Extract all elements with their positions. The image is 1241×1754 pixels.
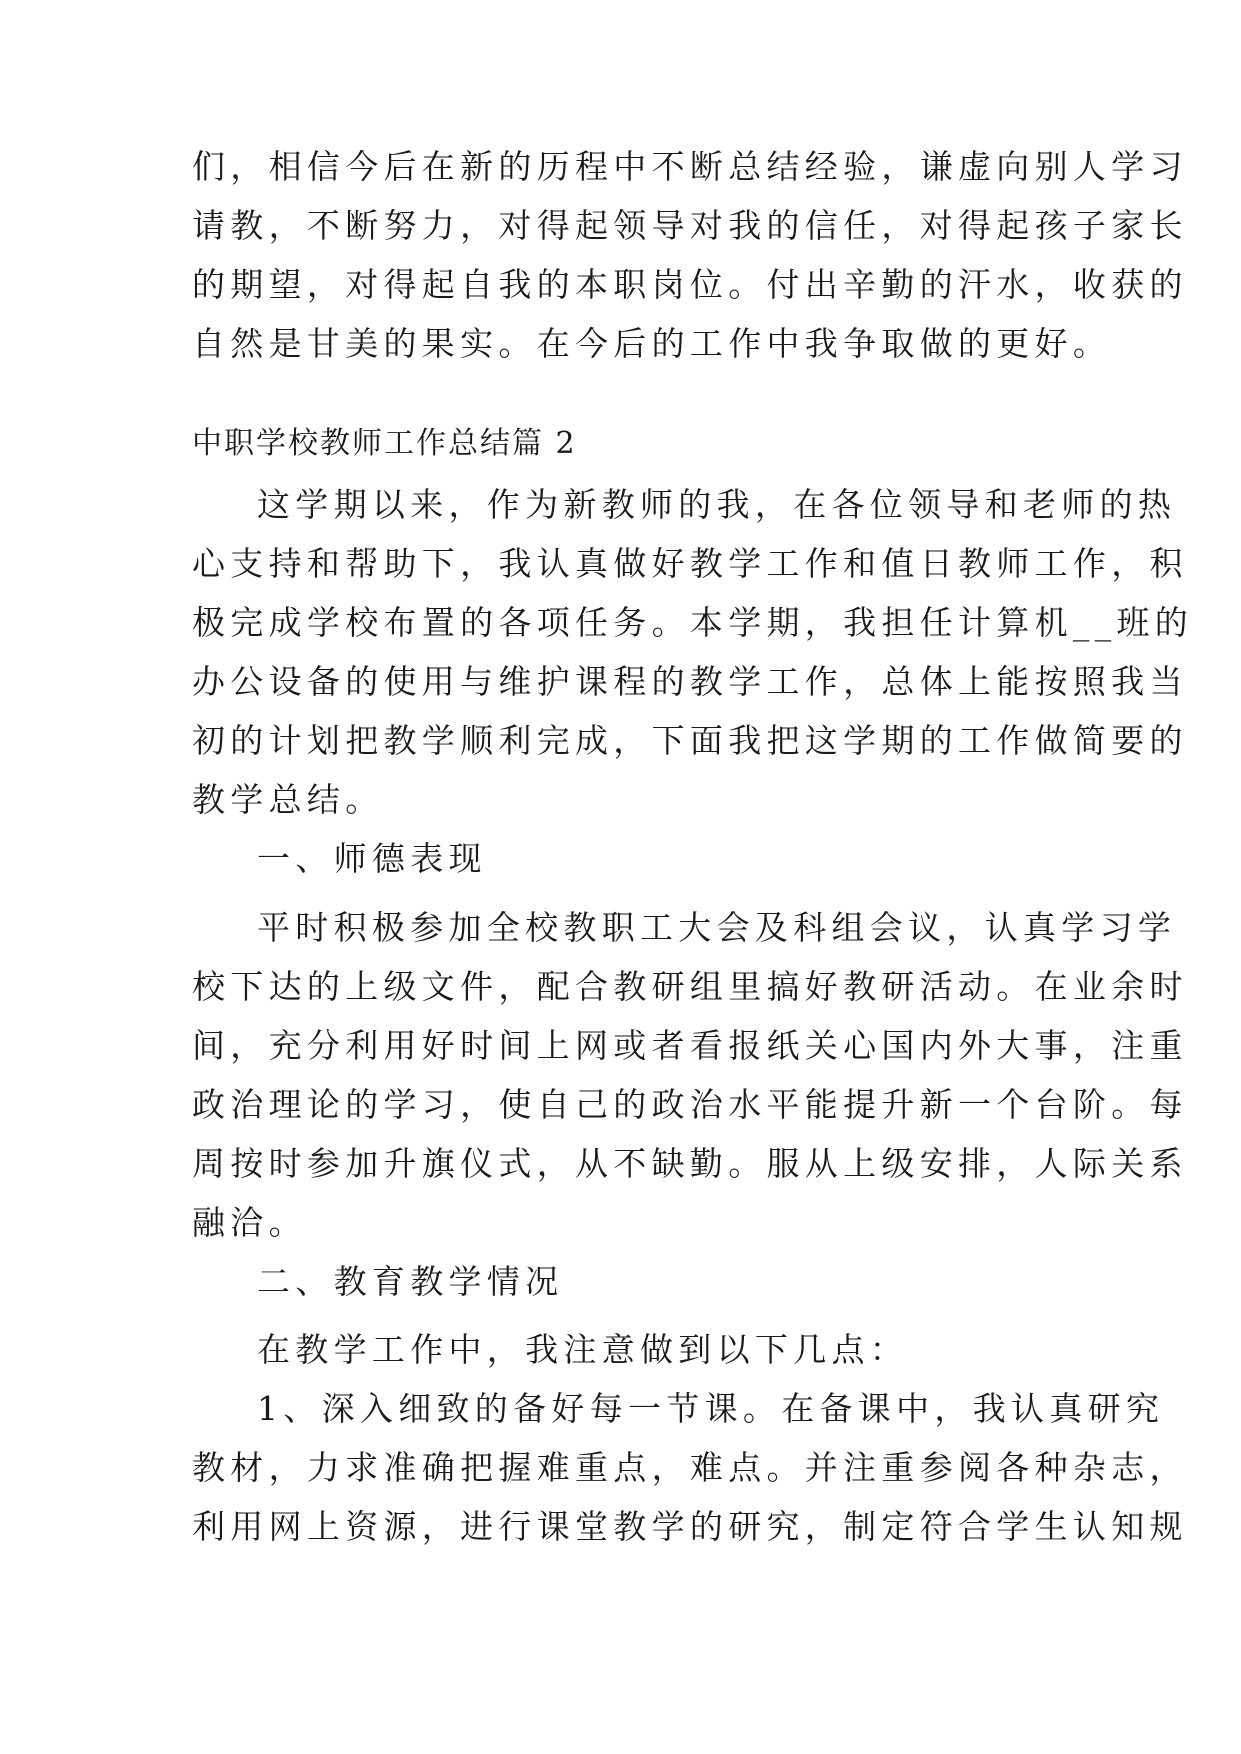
- paragraph-4-line-3: 利用网上资源，进行课堂教学的研究，制定符合学生认知规: [192, 1507, 1188, 1546]
- paragraph-1-line-5: 初的计划把教学顺利完成，下面我把这学期的工作做简要的: [192, 721, 1188, 760]
- paragraph-2-line-6: 融洽。: [192, 1203, 307, 1242]
- paragraph-2-line-5: 周按时参加升旗仪式，从不缺勤。服从上级安排，人际关系: [192, 1144, 1188, 1183]
- heading-ethics: 一、师德表现: [257, 839, 487, 878]
- paragraph-4-line-1: 1、深入细致的备好每一节课。在备课中，我认真研究: [257, 1389, 1165, 1428]
- paragraph-3-line-1: 在教学工作中，我注意做到以下几点：: [257, 1330, 909, 1369]
- paragraph-2-line-1: 平时积极参加全校教职工大会及科组会议，认真学习学: [257, 908, 1177, 947]
- heading-teaching: 二、教育教学情况: [257, 1262, 564, 1301]
- paragraph-1-line-4: 办公设备的使用与维护课程的教学工作，总体上能按照我当: [192, 662, 1188, 701]
- intro-line-4: 自然是甘美的果实。在今后的工作中我争取做的更好。: [192, 324, 1112, 363]
- paragraph-1-line-2: 心支持和帮助下，我认真做好教学工作和值日教师工作，积: [192, 544, 1188, 583]
- paragraph-1-line-1: 这学期以来，作为新教师的我，在各位领导和老师的热: [257, 485, 1177, 524]
- paragraph-1-line-6: 教学总结。: [192, 780, 384, 819]
- paragraph-1-line-3: 极完成学校布置的各项任务。本学期，我担任计算机__班的: [192, 603, 1194, 642]
- paragraph-2-line-3: 间，充分利用好时间上网或者看报纸关心国内外大事，注重: [192, 1026, 1188, 1065]
- paragraph-2-line-2: 校下达的上级文件，配合教研组里搞好教研活动。在业余时: [192, 967, 1188, 1006]
- paragraph-2-line-4: 政治理论的学习，使自己的政治水平能提升新一个台阶。每: [192, 1085, 1188, 1124]
- intro-line-1: 们，相信今后在新的历程中不断总结经验，谦虚向别人学习: [192, 147, 1188, 186]
- intro-line-3: 的期望，对得起自我的本职岗位。付出辛勤的汗水，收获的: [192, 265, 1188, 304]
- paragraph-4-line-2: 教材，力求准确把握难重点，难点。并注重参阅各种杂志，: [192, 1448, 1188, 1487]
- section-title: 中职学校教师工作总结篇 2: [192, 426, 577, 461]
- intro-line-2: 请教，不断努力，对得起领导对我的信任，对得起孩子家长: [192, 206, 1188, 245]
